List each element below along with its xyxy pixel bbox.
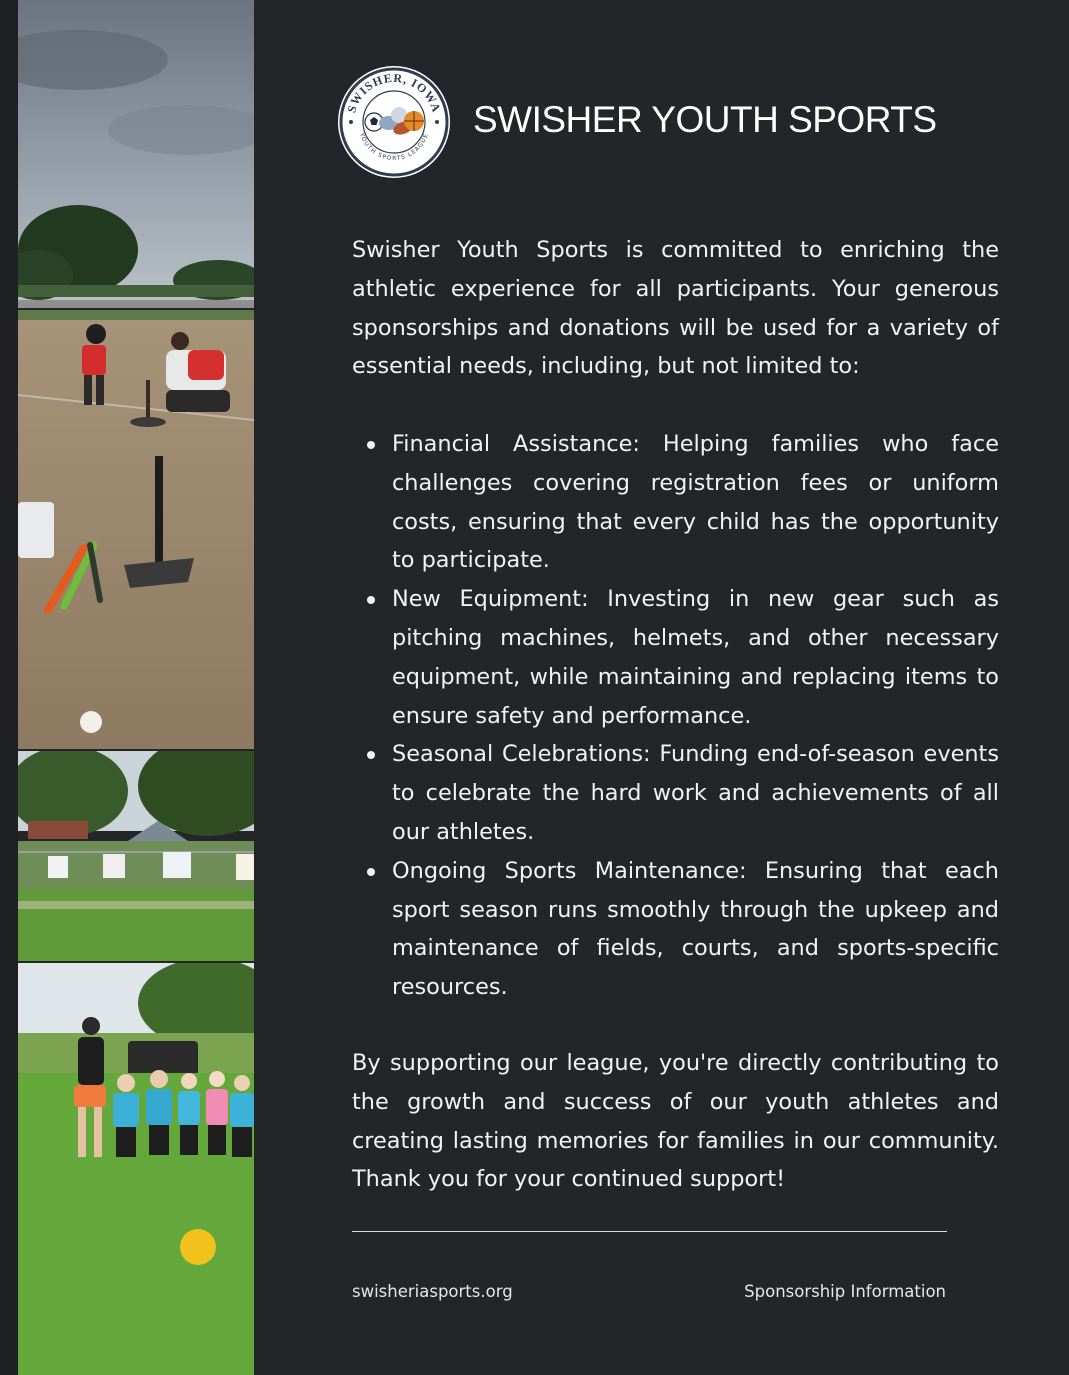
tball-practice-photo	[18, 0, 254, 749]
logo-top-text: SWISHER, IOWA	[344, 70, 444, 115]
closing-paragraph: By supporting our league, you're directly contributing to the growth and success of our youth athletes and creating lasting memories for families in our community. Thank you for your continued support!	[352, 1050, 999, 1193]
logo-bottom-text: YOUTH SPORTS LEAGUE	[358, 132, 430, 163]
list-item: New Equipment: Investing in new gear such as pitching machines, helmets, and other necessary equipment, while maintaining and replacing items to ensure safety and performance.	[392, 580, 999, 735]
youth-soccer-photo	[18, 963, 254, 1375]
list-item: Ongoing Sports Maintenance: Ensuring that each sport season runs smoothly through the upkeep and maintenance of fields, courts, and sports-specific resources.	[392, 852, 999, 1007]
footer-divider	[352, 1231, 947, 1232]
needs-list	[392, 425, 999, 1007]
website-link[interactable]: swisheriasports.org	[352, 1282, 513, 1301]
park-field-photo	[18, 751, 254, 961]
league-logo	[337, 65, 451, 179]
list-item: Seasonal Celebrations: Funding end-of-season events to celebrate the hard work and achievements of all our athletes.	[392, 735, 999, 851]
left-border	[0, 0, 18, 1375]
list-item: Financial Assistance: Helping families who face challenges covering registration fees or uniform costs, ensuring that every child has the opportunity to participate.	[392, 425, 999, 580]
intro-paragraph: Swisher Youth Sports is committed to enriching the athletic experience for all participants. Your generous sponsorships and donations will be used for a variety of essential needs, including, but not limited to:	[352, 237, 999, 380]
footer-label: Sponsorship Information	[744, 1282, 946, 1301]
page-title: SWISHER YOUTH SPORTS	[473, 99, 937, 140]
